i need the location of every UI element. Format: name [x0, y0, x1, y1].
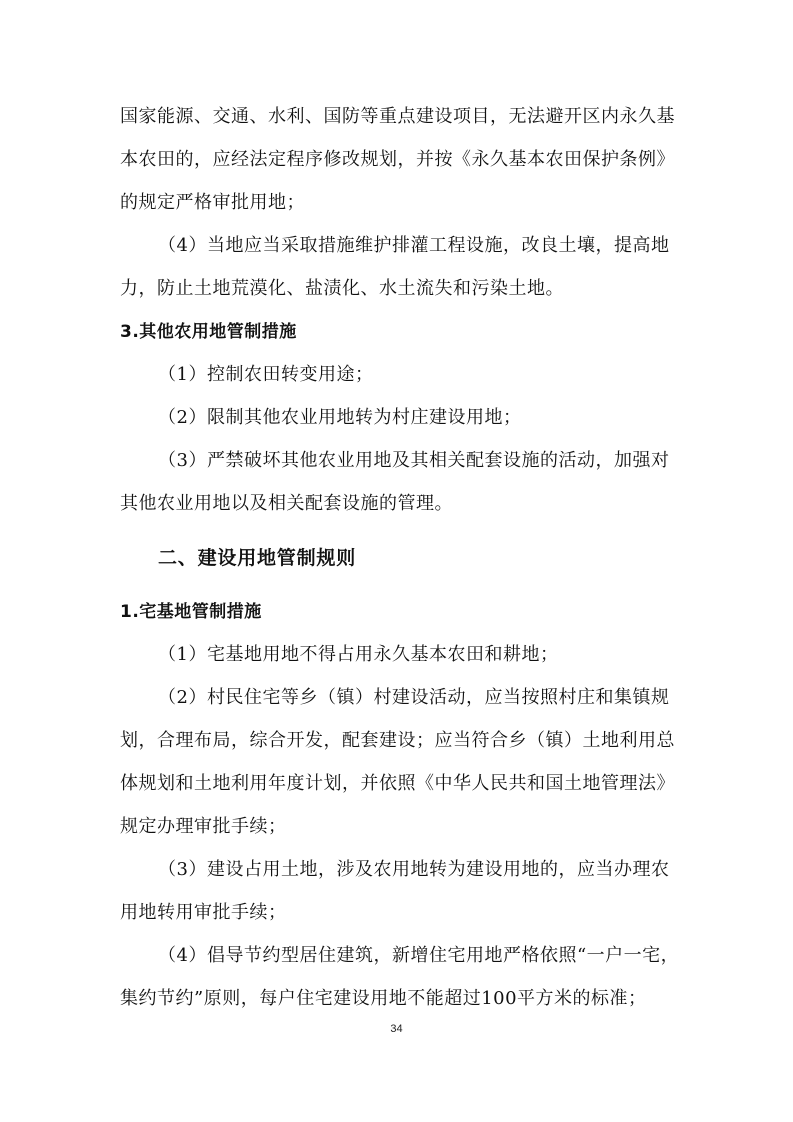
body-line: （4）倡导节约型居住建筑，新增住宅用地严格依照“一户一宅， — [158, 945, 680, 966]
body-line: （1）控制农田转变用途； — [158, 364, 374, 385]
subsection-heading: 1.宅基地管制措施 — [120, 602, 262, 622]
body-line: 本农田的，应经法定程序修改规划，并按《永久基本农田保护条例》 — [120, 149, 675, 170]
section-heading: 二、建设用地管制规则 — [158, 547, 357, 569]
body-line: （3）严禁破坏其他农业用地及其相关配套设施的活动，加强对 — [158, 450, 670, 471]
body-line: 划，合理布局，综合开发，配套建设；应当符合乡（镇）土地利用总 — [120, 730, 675, 751]
body-line: 的规定严格审批用地； — [120, 192, 305, 213]
body-line: 其他农业用地以及相关配套设施的管理。 — [120, 493, 453, 514]
body-line: （2）村民住宅等乡（镇）村建设活动，应当按照村庄和集镇规 — [158, 687, 670, 708]
body-line: 国家能源、交通、水利、国防等重点建设项目，无法避开区内永久基 — [120, 106, 675, 127]
page-number: 34 — [390, 1023, 403, 1035]
body-line: （1）宅基地用地不得占用永久基本农田和耕地； — [158, 644, 559, 665]
body-line: （3）建设占用土地，涉及农用地转为建设用地的，应当办理农 — [158, 859, 670, 880]
body-line: （2）限制其他农业用地转为村庄建设用地； — [158, 407, 522, 428]
body-line: 规定办理审批手续； — [120, 816, 287, 837]
body-line: （4）当地应当采取措施维护排灌工程设施，改良土壤，提高地 — [158, 235, 670, 256]
subsection-heading: 3.其他农用地管制措施 — [120, 322, 297, 342]
body-line: 用地转用审批手续； — [120, 902, 287, 923]
body-line: 集约节约”原则，每户住宅建设用地不能超过100平方米的标准； — [120, 988, 647, 1009]
body-line: 力，防止土地荒漠化、盐渍化、水土流失和污染土地。 — [120, 278, 564, 299]
body-line: 体规划和土地利用年度计划，并依照《中华人民共和国土地管理法》 — [120, 773, 675, 794]
